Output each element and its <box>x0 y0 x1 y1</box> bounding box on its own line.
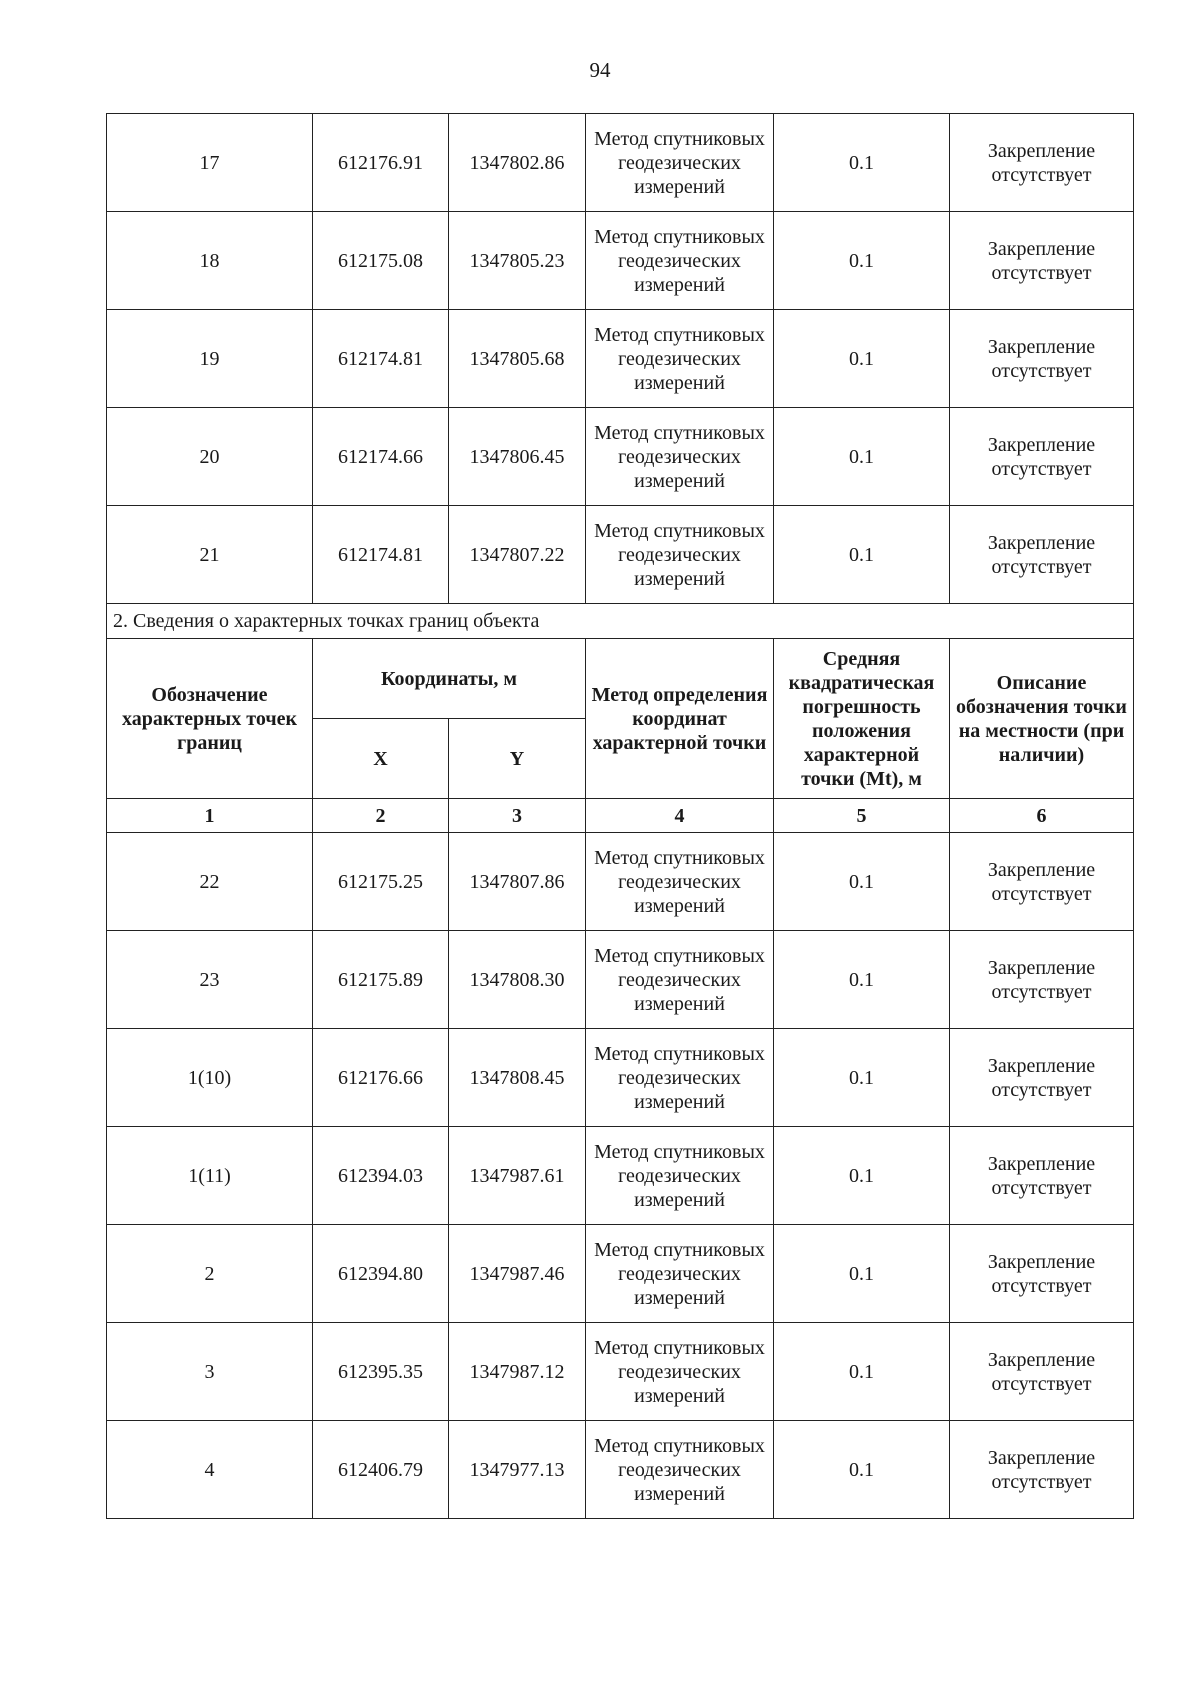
y-coordinate-cell: 1347802.86 <box>449 114 586 212</box>
method-cell: Метод спутниковых геодезических измерений <box>586 114 774 212</box>
x-coordinate-cell: 612176.91 <box>313 114 449 212</box>
y-coordinate-cell: 1347977.13 <box>449 1421 586 1519</box>
section-row <box>107 604 1134 639</box>
column-number: 2 <box>313 799 449 833</box>
table-body-top <box>107 114 1134 604</box>
header-method: Метод определения координат характерной точки <box>586 639 774 799</box>
method-cell: Метод спутниковых геодезических измерений <box>586 212 774 310</box>
y-coordinate-cell: 1347808.45 <box>449 1029 586 1127</box>
y-coordinate-cell: 1347808.30 <box>449 931 586 1029</box>
point-cell: 18 <box>107 212 313 310</box>
x-coordinate-cell: 612176.66 <box>313 1029 449 1127</box>
method-cell: Метод спутниковых геодезических измерений <box>586 833 774 931</box>
x-coordinate-cell: 612175.08 <box>313 212 449 310</box>
y-coordinate-cell: 1347807.22 <box>449 506 586 604</box>
column-number-row <box>107 799 1134 833</box>
description-cell: Закрепление отсутствует <box>950 1421 1134 1519</box>
error-cell: 0.1 <box>774 833 950 931</box>
header-row <box>107 639 1134 719</box>
method-cell: Метод спутниковых геодезических измерений <box>586 1127 774 1225</box>
error-cell: 0.1 <box>774 114 950 212</box>
x-coordinate-cell: 612174.66 <box>313 408 449 506</box>
error-cell: 0.1 <box>774 212 950 310</box>
method-cell: Метод спутниковых геодезических измерений <box>586 1323 774 1421</box>
table-row <box>107 1029 1134 1127</box>
x-coordinate-cell: 612394.03 <box>313 1127 449 1225</box>
y-coordinate-cell: 1347806.45 <box>449 408 586 506</box>
description-cell: Закрепление отсутствует <box>950 833 1134 931</box>
header-x: X <box>313 719 449 799</box>
coordinates-table <box>106 113 1134 1519</box>
description-cell: Закрепление отсутствует <box>950 1225 1134 1323</box>
x-coordinate-cell: 612406.79 <box>313 1421 449 1519</box>
error-cell: 0.1 <box>774 1127 950 1225</box>
x-coordinate-cell: 612394.80 <box>313 1225 449 1323</box>
y-coordinate-cell: 1347807.86 <box>449 833 586 931</box>
error-cell: 0.1 <box>774 1323 950 1421</box>
table-row <box>107 212 1134 310</box>
point-cell: 3 <box>107 1323 313 1421</box>
description-cell: Закрепление отсутствует <box>950 310 1134 408</box>
point-cell: 19 <box>107 310 313 408</box>
y-coordinate-cell: 1347805.23 <box>449 212 586 310</box>
x-coordinate-cell: 612174.81 <box>313 310 449 408</box>
x-coordinate-cell: 612175.25 <box>313 833 449 931</box>
description-cell: Закрепление отсутствует <box>950 114 1134 212</box>
error-cell: 0.1 <box>774 931 950 1029</box>
header-description: Описание обозначения точки на местности (при наличии) <box>950 639 1134 799</box>
table-row <box>107 310 1134 408</box>
column-number: 3 <box>449 799 586 833</box>
y-coordinate-cell: 1347805.68 <box>449 310 586 408</box>
column-number: 4 <box>586 799 774 833</box>
x-coordinate-cell: 612174.81 <box>313 506 449 604</box>
table-row <box>107 1127 1134 1225</box>
description-cell: Закрепление отсутствует <box>950 506 1134 604</box>
column-number: 6 <box>950 799 1134 833</box>
error-cell: 0.1 <box>774 1225 950 1323</box>
x-coordinate-cell: 612175.89 <box>313 931 449 1029</box>
point-cell: 20 <box>107 408 313 506</box>
description-cell: Закрепление отсутствует <box>950 212 1134 310</box>
error-cell: 0.1 <box>774 310 950 408</box>
method-cell: Метод спутниковых геодезических измерений <box>586 931 774 1029</box>
description-cell: Закрепление отсутствует <box>950 1029 1134 1127</box>
header-y: Y <box>449 719 586 799</box>
table-row <box>107 506 1134 604</box>
method-cell: Метод спутниковых геодезических измерений <box>586 1029 774 1127</box>
page-number: 94 <box>589 58 611 82</box>
point-cell: 1(10) <box>107 1029 313 1127</box>
table-body-bottom <box>107 833 1134 1519</box>
point-cell: 23 <box>107 931 313 1029</box>
description-cell: Закрепление отсутствует <box>950 931 1134 1029</box>
table-row <box>107 408 1134 506</box>
error-cell: 0.1 <box>774 1029 950 1127</box>
error-cell: 0.1 <box>774 408 950 506</box>
table-row <box>107 1323 1134 1421</box>
y-coordinate-cell: 1347987.46 <box>449 1225 586 1323</box>
table-row <box>107 1421 1134 1519</box>
description-cell: Закрепление отсутствует <box>950 1323 1134 1421</box>
method-cell: Метод спутниковых геодезических измерений <box>586 506 774 604</box>
table-row <box>107 931 1134 1029</box>
table-row <box>107 1225 1134 1323</box>
description-cell: Закрепление отсутствует <box>950 1127 1134 1225</box>
point-cell: 1(11) <box>107 1127 313 1225</box>
method-cell: Метод спутниковых геодезических измерений <box>586 1421 774 1519</box>
y-coordinate-cell: 1347987.12 <box>449 1323 586 1421</box>
column-number: 1 <box>107 799 313 833</box>
method-cell: Метод спутниковых геодезических измерений <box>586 1225 774 1323</box>
table-row <box>107 833 1134 931</box>
section-block <box>107 604 1134 833</box>
column-number: 5 <box>774 799 950 833</box>
header-error: Средняя квадратическая погрешность положения характерной точки (Mt), м <box>774 639 950 799</box>
method-cell: Метод спутниковых геодезических измерений <box>586 408 774 506</box>
table-row <box>107 114 1134 212</box>
description-cell: Закрепление отсутствует <box>950 408 1134 506</box>
point-cell: 21 <box>107 506 313 604</box>
section-title: 2. Сведения о характерных точках границ объекта <box>107 604 1134 639</box>
y-coordinate-cell: 1347987.61 <box>449 1127 586 1225</box>
method-cell: Метод спутниковых геодезических измерений <box>586 310 774 408</box>
error-cell: 0.1 <box>774 1421 950 1519</box>
point-cell: 17 <box>107 114 313 212</box>
point-cell: 4 <box>107 1421 313 1519</box>
header-coordinates: Координаты, м <box>313 639 586 719</box>
error-cell: 0.1 <box>774 506 950 604</box>
header-designation: Обозначение характерных точек границ <box>107 639 313 799</box>
x-coordinate-cell: 612395.35 <box>313 1323 449 1421</box>
point-cell: 22 <box>107 833 313 931</box>
point-cell: 2 <box>107 1225 313 1323</box>
